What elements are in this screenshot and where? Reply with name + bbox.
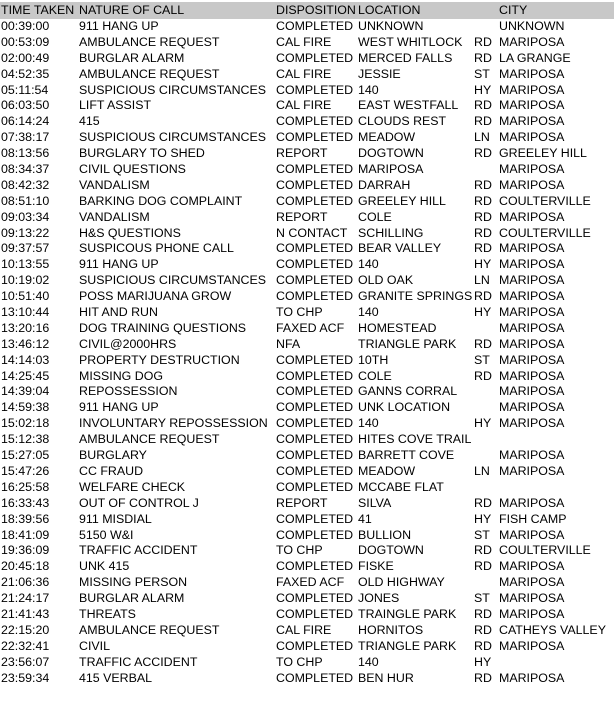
cell-street-suffix: RD [474, 193, 492, 208]
cell-nature: BARKING DOG COMPLAINT [79, 193, 243, 208]
cell-time: 13:20:16 [1, 320, 50, 335]
cell-location: COLE [358, 368, 392, 383]
cell-disposition: COMPLETED [276, 50, 354, 65]
cell-nature: PROPERTY DESTRUCTION [79, 352, 240, 367]
table-row [0, 162, 614, 178]
cell-nature: BURGLARY TO SHED [79, 146, 205, 161]
cell-nature: SUSPICIOUS CIRCUMSTANCES [79, 273, 267, 288]
table-row [0, 321, 614, 337]
cell-street-suffix: RD [474, 638, 492, 653]
cell-time: 22:15:20 [1, 622, 50, 637]
cell-time: 07:38:17 [1, 130, 50, 145]
cell-disposition: COMPLETED [276, 82, 354, 97]
cell-nature: TRAFFIC ACCIDENT [79, 654, 198, 669]
cell-city: MARIPOSA [499, 463, 565, 478]
cell-location: BARRETT COVE [358, 448, 455, 463]
table-row [0, 416, 614, 432]
table-row [0, 98, 614, 114]
header-disposition: DISPOSITION [276, 3, 356, 17]
cell-nature: POSS MARIJUANA GROW [79, 289, 232, 304]
cell-location: TRAINGLE PARK [358, 606, 457, 621]
cell-location: 140 [358, 82, 379, 97]
cell-street-suffix: LN [474, 130, 490, 145]
cell-location: COLE [358, 209, 392, 224]
cell-location: EAST WESTFALL [358, 98, 459, 113]
cell-disposition: TO CHP [276, 654, 323, 669]
table-row [0, 130, 614, 146]
cell-location: HITES COVE TRAIL [358, 432, 472, 447]
cell-nature: CC FRAUD [79, 463, 144, 478]
table-row [0, 35, 614, 51]
cell-city: MARIPOSA [499, 305, 565, 320]
header-location: LOCATION [358, 3, 421, 17]
header-city: CITY [499, 3, 528, 17]
cell-city: MARIPOSA [499, 177, 565, 192]
table-row [0, 384, 614, 400]
cell-nature: BURGLAR ALARM [79, 50, 185, 65]
cell-time: 14:14:03 [1, 352, 50, 367]
table-row [0, 512, 614, 528]
cell-street-suffix: HY [474, 257, 492, 272]
cell-street-suffix: ST [474, 527, 490, 542]
cell-city: MARIPOSA [499, 575, 565, 590]
cell-location: GREELEY HILL [358, 193, 446, 208]
cell-time: 23:56:07 [1, 654, 50, 669]
cell-time: 15:02:18 [1, 416, 50, 431]
cell-disposition: TO CHP [276, 543, 323, 558]
cell-nature: CIVIL QUESTIONS [79, 162, 186, 177]
cell-time: 13:46:12 [1, 336, 50, 351]
cell-location: 140 [358, 654, 379, 669]
cell-location: CLOUDS REST [358, 114, 447, 129]
table-row [0, 146, 614, 162]
cell-city: LA GRANGE [499, 50, 571, 65]
cell-city: UNKNOWN [499, 19, 565, 33]
cell-location: 41 [358, 511, 372, 526]
table-row [0, 432, 614, 448]
cell-time: 10:13:55 [1, 257, 50, 272]
cell-time: 18:39:56 [1, 511, 50, 526]
cell-city: MARIPOSA [499, 98, 565, 113]
cell-nature: LIFT ASSIST [79, 98, 152, 113]
table-row [0, 19, 614, 35]
cell-time: 19:36:09 [1, 543, 50, 558]
cell-disposition: COMPLETED [276, 289, 354, 304]
cell-nature: 415 VERBAL [79, 670, 153, 685]
table-row [0, 194, 614, 210]
cell-time: 20:45:18 [1, 559, 50, 574]
cell-time: 21:24:17 [1, 591, 50, 606]
cell-disposition: COMPLETED [276, 670, 354, 685]
cell-nature: BURGLAR ALARM [79, 591, 185, 606]
cell-city: MARIPOSA [499, 320, 565, 335]
cell-street-suffix: HY [474, 416, 492, 431]
cell-location: BEN HUR [358, 670, 414, 685]
table-row [0, 369, 614, 385]
cell-nature: THREATS [79, 606, 136, 621]
cell-nature: 5150 W&I [79, 527, 134, 542]
cell-city: MARIPOSA [499, 638, 565, 653]
cell-disposition: COMPLETED [276, 114, 354, 129]
cell-location: GANNS CORRAL [358, 384, 458, 399]
cell-nature: AMBULANCE REQUEST [79, 432, 220, 447]
cell-nature: HIT AND RUN [79, 305, 158, 320]
cell-location: TRIANGLE PARK [358, 336, 457, 351]
cell-disposition: COMPLETED [276, 416, 354, 431]
cell-street-suffix: ST [474, 66, 490, 81]
table-row [0, 210, 614, 226]
cell-disposition: COMPLETED [276, 257, 354, 272]
table-row [0, 241, 614, 257]
cell-disposition: COMPLETED [276, 352, 354, 367]
table-row [0, 591, 614, 607]
table-row [0, 671, 614, 687]
cell-disposition: CAL FIRE [276, 98, 332, 113]
cell-time: 16:25:58 [1, 479, 50, 494]
cell-disposition: COMPLETED [276, 162, 354, 177]
cell-street-suffix: ST [474, 591, 490, 606]
cell-street-suffix: LN [474, 463, 490, 478]
cell-location: MEADOW [358, 463, 416, 478]
table-row [0, 337, 614, 353]
table-row [0, 607, 614, 623]
cell-city: MARIPOSA [499, 384, 565, 399]
cell-disposition: REPORT [276, 209, 328, 224]
cell-location: BEAR VALLEY [358, 241, 442, 256]
cell-street-suffix: HY [474, 654, 492, 669]
cell-location: 140 [358, 305, 379, 320]
cell-city: GREELEY HILL [499, 146, 587, 161]
cell-city: MARIPOSA [499, 66, 565, 81]
table-row [0, 353, 614, 369]
table-row [0, 543, 614, 559]
cell-time: 08:34:37 [1, 162, 50, 177]
cell-time: 02:00:49 [1, 50, 50, 65]
cell-street-suffix: RD [474, 225, 492, 240]
call-log-table [0, 2, 614, 705]
cell-disposition: CAL FIRE [276, 34, 332, 49]
cell-location: OLD OAK [358, 273, 414, 288]
cell-nature: WELFARE CHECK [79, 479, 186, 494]
table-row [0, 226, 614, 242]
cell-time: 15:12:38 [1, 432, 50, 447]
cell-nature: SUSPICIOUS CIRCUMSTANCES [79, 82, 267, 97]
cell-location: DOGTOWN [358, 146, 424, 161]
table-row [0, 559, 614, 575]
table-row [0, 400, 614, 416]
table-row [0, 655, 614, 671]
cell-time: 08:42:32 [1, 177, 50, 192]
cell-nature: 415 [79, 114, 100, 129]
cell-location: JONES [358, 591, 400, 606]
cell-street-suffix: RD [474, 34, 492, 49]
cell-street-suffix: HY [474, 511, 492, 526]
table-row [0, 257, 614, 273]
cell-disposition: COMPLETED [276, 432, 354, 447]
cell-nature: 911 MISDIAL [79, 511, 152, 526]
cell-time: 09:13:22 [1, 225, 50, 240]
cell-nature: MISSING DOG [79, 368, 163, 383]
table-row [0, 83, 614, 99]
cell-disposition: COMPLETED [276, 463, 354, 478]
cell-location: SCHILLING [358, 225, 424, 240]
cell-disposition: COMPLETED [276, 241, 354, 256]
cell-time: 00:53:09 [1, 34, 50, 49]
table-header [0, 2, 614, 19]
cell-time: 15:27:05 [1, 448, 50, 463]
cell-city: COULTERVILLE [499, 193, 591, 208]
cell-street-suffix: RD [474, 622, 492, 637]
cell-disposition: COMPLETED [276, 19, 354, 33]
cell-location: DARRAH [358, 177, 411, 192]
cell-location: UNKNOWN [358, 19, 424, 33]
cell-location: BULLION [358, 527, 412, 542]
table-row [0, 178, 614, 194]
cell-nature: INVOLUNTARY REPOSSESSION [79, 416, 268, 431]
cell-location: JESSIE [358, 66, 401, 81]
cell-location: WEST WHITLOCK [358, 34, 463, 49]
cell-city: MARIPOSA [499, 527, 565, 542]
cell-disposition: REPORT [276, 495, 328, 510]
table-row [0, 623, 614, 639]
cell-location: HORNITOS [358, 622, 424, 637]
cell-time: 10:51:40 [1, 289, 50, 304]
cell-street-suffix: RD [474, 241, 492, 256]
cell-time: 21:06:36 [1, 575, 50, 590]
cell-disposition: TO CHP [276, 305, 323, 320]
cell-street-suffix: RD [474, 289, 492, 304]
cell-city: MARIPOSA [499, 400, 565, 415]
cell-disposition: COMPLETED [276, 479, 354, 494]
cell-disposition: COMPLETED [276, 511, 354, 526]
cell-nature: 911 HANG UP [79, 400, 159, 415]
cell-disposition: COMPLETED [276, 177, 354, 192]
cell-street-suffix: LN [474, 273, 490, 288]
cell-disposition: COMPLETED [276, 130, 354, 145]
cell-city: MARIPOSA [499, 82, 565, 97]
cell-street-suffix: RD [474, 114, 492, 129]
cell-city: MARIPOSA [499, 416, 565, 431]
cell-nature: TRAFFIC ACCIDENT [79, 543, 198, 558]
cell-location: MEADOW [358, 130, 416, 145]
table-row [0, 528, 614, 544]
cell-time: 08:13:56 [1, 146, 50, 161]
cell-location: OLD HIGHWAY [358, 575, 445, 590]
table-row [0, 273, 614, 289]
cell-city: CATHEYS VALLEY [499, 622, 606, 637]
cell-location: TRIANGLE PARK [358, 638, 457, 653]
cell-street-suffix: HY [474, 305, 492, 320]
table-row [0, 575, 614, 591]
cell-time: 14:59:38 [1, 400, 50, 415]
cell-time: 15:47:26 [1, 463, 50, 478]
cell-city: MARIPOSA [499, 257, 565, 272]
cell-city: MARIPOSA [499, 336, 565, 351]
cell-nature: 911 HANG UP [79, 257, 159, 272]
cell-nature: MISSING PERSON [79, 575, 188, 590]
cell-time: 16:33:43 [1, 495, 50, 510]
cell-disposition: COMPLETED [276, 591, 354, 606]
cell-city: MARIPOSA [499, 495, 565, 510]
cell-street-suffix: RD [474, 606, 492, 621]
table-row [0, 67, 614, 83]
cell-disposition: COMPLETED [276, 559, 354, 574]
cell-disposition: REPORT [276, 146, 328, 161]
cell-disposition: COMPLETED [276, 606, 354, 621]
cell-time: 05:11:54 [1, 82, 49, 97]
cell-disposition: COMPLETED [276, 527, 354, 542]
cell-street-suffix: RD [474, 559, 492, 574]
cell-street-suffix: ST [474, 352, 490, 367]
cell-city: MARIPOSA [499, 559, 565, 574]
cell-city: MARIPOSA [499, 448, 565, 463]
cell-nature: VANDALISM [79, 177, 150, 192]
cell-city: MARIPOSA [499, 368, 565, 383]
cell-city: MARIPOSA [499, 289, 565, 304]
header-nature-of-call: NATURE OF CALL [79, 3, 185, 17]
cell-city: MARIPOSA [499, 162, 565, 177]
table-row [0, 114, 614, 130]
cell-street-suffix: RD [474, 50, 492, 65]
cell-nature: SUSPICOUS PHONE CALL [79, 241, 234, 256]
cell-city: MARIPOSA [499, 241, 565, 256]
cell-city: MARIPOSA [499, 273, 565, 288]
cell-street-suffix: RD [474, 543, 492, 558]
cell-time: 09:03:34 [1, 209, 50, 224]
cell-city: MARIPOSA [499, 130, 565, 145]
cell-time: 06:03:50 [1, 98, 50, 113]
cell-time: 06:14:24 [1, 114, 50, 129]
cell-street-suffix: RD [474, 495, 492, 510]
cell-time: 14:25:45 [1, 368, 50, 383]
cell-street-suffix: RD [474, 670, 492, 685]
cell-location: HOMESTEAD [358, 320, 437, 335]
cell-disposition: CAL FIRE [276, 66, 332, 81]
cell-nature: 911 HANG UP [79, 19, 159, 33]
cell-time: 23:59:34 [1, 670, 50, 685]
cell-nature: BURGLARY [79, 448, 147, 463]
cell-time: 09:37:57 [1, 241, 50, 256]
cell-disposition: COMPLETED [276, 448, 354, 463]
cell-time: 08:51:10 [1, 193, 50, 208]
cell-nature: UNK 415 [79, 559, 130, 574]
cell-city: MARIPOSA [499, 34, 565, 49]
cell-nature: AMBULANCE REQUEST [79, 622, 220, 637]
cell-time: 22:32:41 [1, 638, 50, 653]
cell-street-suffix: HY [474, 82, 492, 97]
cell-city: MARIPOSA [499, 591, 565, 606]
cell-time: 14:39:04 [1, 384, 50, 399]
header-time-taken: TIME TAKEN [1, 3, 75, 17]
cell-street-suffix: RD [474, 336, 492, 351]
cell-location: 10TH [358, 352, 389, 367]
cell-disposition: COMPLETED [276, 638, 354, 653]
cell-location: 140 [358, 416, 379, 431]
table-row [0, 480, 614, 496]
cell-city: MARIPOSA [499, 670, 565, 685]
cell-nature: DOG TRAINING QUESTIONS [79, 320, 247, 335]
cell-disposition: NFA [276, 336, 301, 351]
cell-disposition: COMPLETED [276, 400, 354, 415]
cell-time: 18:41:09 [1, 527, 50, 542]
cell-nature: SUSPICIOUS CIRCUMSTANCES [79, 130, 267, 145]
cell-city: FISH CAMP [499, 511, 567, 526]
cell-location: UNK LOCATION [358, 400, 451, 415]
table-row [0, 51, 614, 67]
cell-location: SILVA [358, 495, 392, 510]
cell-street-suffix: RD [474, 98, 492, 113]
cell-disposition: COMPLETED [276, 193, 354, 208]
cell-disposition: FAXED ACF [276, 320, 345, 335]
cell-disposition: COMPLETED [276, 273, 354, 288]
table-row [0, 289, 614, 305]
cell-nature: VANDALISM [79, 209, 150, 224]
cell-nature: CIVIL@2000HRS [79, 336, 177, 351]
cell-location: MCCABE FLAT [358, 479, 444, 494]
cell-nature: CIVIL [79, 638, 110, 653]
cell-nature: OUT OF CONTROL J [79, 495, 199, 510]
cell-nature: H&S QUESTIONS [79, 225, 181, 240]
table-row [0, 448, 614, 464]
table-row [0, 639, 614, 655]
cell-time: 04:52:35 [1, 66, 50, 81]
cell-street-suffix: RD [474, 177, 492, 192]
cell-street-suffix: RD [474, 368, 492, 383]
cell-city: COULTERVILLE [499, 225, 591, 240]
cell-nature: REPOSSESSION [79, 384, 178, 399]
cell-city: MARIPOSA [499, 352, 565, 367]
cell-city: MARIPOSA [499, 209, 565, 224]
cell-time: 13:10:44 [1, 305, 50, 320]
cell-location: MARIPOSA [358, 162, 424, 177]
cell-location: GRANITE SPRINGS [358, 289, 473, 304]
cell-location: FISKE [358, 559, 394, 574]
cell-nature: AMBULANCE REQUEST [79, 66, 220, 81]
cell-city: COULTERVILLE [499, 543, 591, 558]
table-body [0, 19, 614, 686]
cell-disposition: CAL FIRE [276, 622, 332, 637]
cell-time: 21:41:43 [1, 606, 50, 621]
table-row [0, 496, 614, 512]
cell-disposition: FAXED ACF [276, 575, 345, 590]
cell-disposition: N CONTACT [276, 225, 348, 240]
cell-time: 00:39:00 [1, 19, 50, 33]
cell-location: DOGTOWN [358, 543, 424, 558]
table-row [0, 305, 614, 321]
cell-city: MARIPOSA [499, 114, 565, 129]
cell-time: 10:19:02 [1, 273, 50, 288]
cell-location: 140 [358, 257, 379, 272]
cell-location: MERCED FALLS [358, 50, 453, 65]
cell-disposition: COMPLETED [276, 368, 354, 383]
cell-disposition: COMPLETED [276, 384, 354, 399]
cell-nature: AMBULANCE REQUEST [79, 34, 220, 49]
table-row [0, 464, 614, 480]
cell-street-suffix: RD [474, 209, 492, 224]
cell-city: MARIPOSA [499, 606, 565, 621]
cell-street-suffix: RD [474, 146, 492, 161]
